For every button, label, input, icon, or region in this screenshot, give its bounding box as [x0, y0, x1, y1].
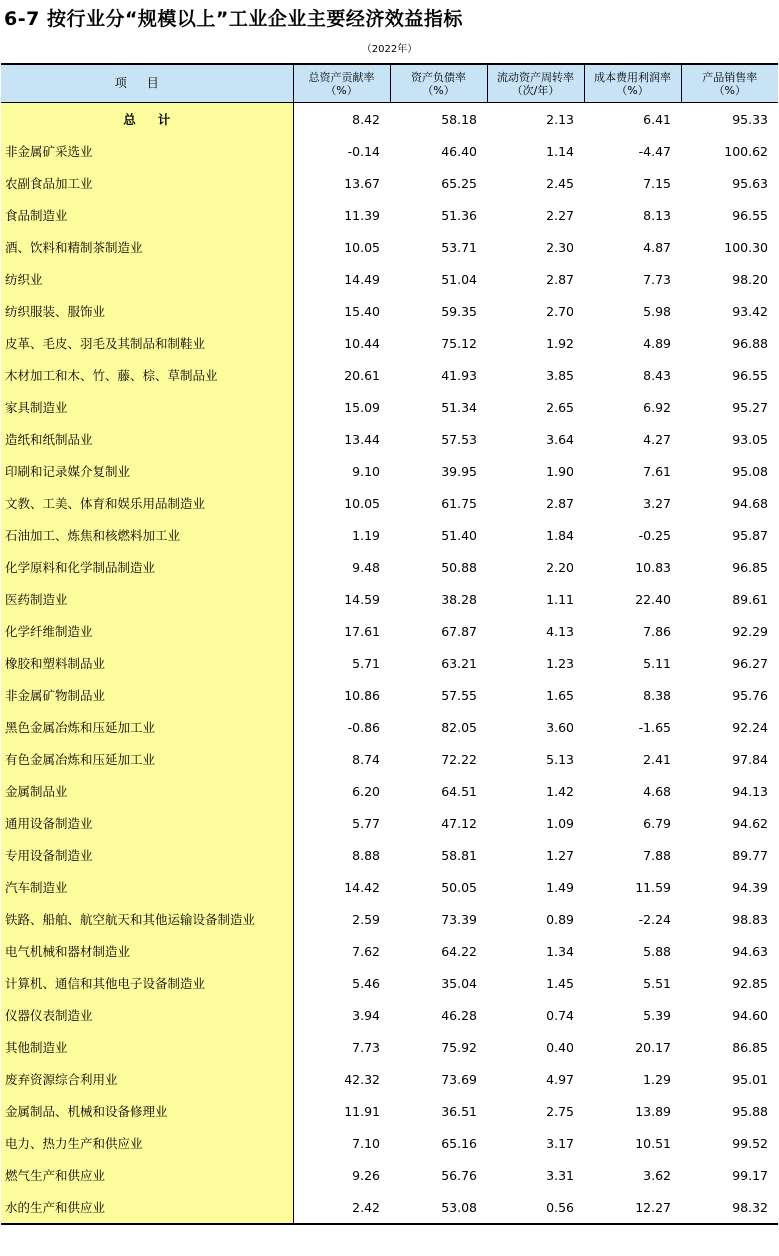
row-value-cell: 8.74 — [352, 751, 380, 767]
row-value-cell: 39.95 — [441, 463, 477, 479]
row-value-cell: 51.04 — [441, 271, 477, 287]
column-label: 成本费用利润率 — [594, 70, 671, 84]
table-row — [1, 935, 778, 967]
row-value-cell: 8.13 — [643, 207, 671, 223]
row-value-cell: 73.39 — [441, 911, 477, 927]
row-value-cell: 8.38 — [643, 687, 671, 703]
row-value-cell: 5.51 — [643, 975, 671, 991]
row-value-cell: 57.55 — [441, 687, 477, 703]
column-label: 项目 — [114, 76, 179, 90]
row-value-cell: 50.05 — [441, 879, 477, 895]
row-industry-name: 水的生产和供应业 — [1, 1191, 293, 1224]
row-value-cell: 0.56 — [487, 1191, 584, 1224]
row-value-cell: 53.71 — [441, 239, 477, 255]
row-value-cell: 10.51 — [635, 1135, 671, 1151]
row-industry-name: 计算机、通信和其他电子设备制造业 — [1, 967, 293, 999]
row-value-cell: 2.20 — [546, 559, 574, 575]
table-row — [1, 167, 778, 199]
row-value-cell: 1.14 — [546, 143, 574, 159]
row-industry-name: 酒、饮料和精制茶制造业 — [1, 231, 293, 263]
row-value-cell: 61.75 — [441, 495, 477, 511]
row-value-cell: 1.23 — [546, 655, 574, 671]
row-value-cell: 1.92 — [546, 335, 574, 351]
row-value-cell: 15.40 — [344, 303, 380, 319]
row-value-cell: 96.55 — [732, 207, 768, 223]
row-value-cell: 3.62 — [643, 1167, 671, 1183]
row-value-cell: 4.97 — [546, 1071, 574, 1087]
row-value-cell: 97.84 — [732, 751, 768, 767]
row-value-cell: 8.43 — [643, 367, 671, 383]
row-value-cell: 5.39 — [643, 1007, 671, 1023]
row-value-cell: 94.13 — [732, 783, 768, 799]
row-value-cell: 1.19 — [352, 527, 380, 543]
table-row — [1, 487, 778, 519]
row-value-cell: 5.77 — [352, 815, 380, 831]
row-industry-name: 化学原料和化学制品制造业 — [1, 551, 293, 583]
row-industry-name: 燃气生产和供应业 — [1, 1159, 293, 1191]
table-row — [1, 583, 778, 615]
row-value-cell: 9.10 — [352, 463, 380, 479]
row-value-cell: 5.11 — [643, 655, 671, 671]
row-value-cell: 8.88 — [352, 847, 380, 863]
row-industry-name: 造纸和纸制品业 — [1, 423, 293, 455]
row-value-cell: 73.69 — [441, 1071, 477, 1087]
table-row — [1, 519, 778, 551]
row-value-cell: 58.81 — [441, 847, 477, 863]
row-value-cell: 2.59 — [352, 911, 380, 927]
row-value-cell: 42.32 — [344, 1071, 380, 1087]
row-industry-name: 印刷和记录媒介复制业 — [1, 455, 293, 487]
row-value-cell: 4.68 — [643, 783, 671, 799]
row-value-cell: 6.92 — [643, 399, 671, 415]
row-value-cell: 14.42 — [344, 879, 380, 895]
row-value-cell: 2.75 — [546, 1103, 574, 1119]
row-industry-name: 皮革、毛皮、羽毛及其制品和制鞋业 — [1, 327, 293, 359]
column-header-sales-ratio — [681, 64, 778, 103]
row-industry-name: 黑色金属冶炼和压延加工业 — [1, 711, 293, 743]
row-value-cell: 63.21 — [441, 655, 477, 671]
row-value-cell: 65.16 — [441, 1135, 477, 1151]
row-value-cell: 89.77 — [732, 847, 768, 863]
table-row — [1, 1095, 778, 1127]
row-value-cell: 3.31 — [546, 1167, 574, 1183]
row-value-cell: 51.34 — [441, 399, 477, 415]
row-value-cell: 10.86 — [344, 687, 380, 703]
row-value-cell: 65.25 — [441, 175, 477, 191]
row-value-cell: 4.13 — [546, 623, 574, 639]
row-industry-name: 仪器仪表制造业 — [1, 999, 293, 1031]
row-value-cell: 51.36 — [441, 207, 477, 223]
table-row — [1, 743, 778, 775]
table-row — [1, 1031, 778, 1063]
row-industry-name: 电气机械和器材制造业 — [1, 935, 293, 967]
row-value-cell: 98.20 — [732, 271, 768, 287]
row-value-cell: 7.62 — [352, 943, 380, 959]
row-value-cell: 93.42 — [732, 303, 768, 319]
row-industry-name: 非金属矿采选业 — [1, 135, 293, 167]
row-value-cell: 95.01 — [732, 1071, 768, 1087]
row-industry-name: 化学纤维制造业 — [1, 615, 293, 647]
row-value-cell: 0.74 — [546, 1007, 574, 1023]
row-value-cell: 53.08 — [390, 1191, 487, 1224]
table-row — [1, 647, 778, 679]
row-value-cell: 11.91 — [344, 1103, 380, 1119]
column-unit: （%） — [616, 83, 649, 97]
row-value-cell: 2.70 — [546, 303, 574, 319]
row-industry-name: 专用设备制造业 — [1, 839, 293, 871]
row-value-cell: 7.73 — [643, 271, 671, 287]
row-value-cell: 5.88 — [643, 943, 671, 959]
row-value-cell: 2.41 — [643, 751, 671, 767]
row-value-cell: 1.27 — [546, 847, 574, 863]
table-row — [1, 1063, 778, 1095]
table-row — [1, 295, 778, 327]
row-value-cell: 38.28 — [441, 591, 477, 607]
table-row — [1, 423, 778, 455]
row-value-cell: 96.55 — [732, 367, 768, 383]
table-row — [1, 199, 778, 231]
row-industry-name: 石油加工、炼焦和核燃料加工业 — [1, 519, 293, 551]
row-value-cell: 10.05 — [344, 495, 380, 511]
indicator-table — [1, 63, 778, 1225]
row-value-cell: 3.27 — [643, 495, 671, 511]
row-value-cell: 10.83 — [635, 559, 671, 575]
row-value-cell: 11.59 — [635, 879, 671, 895]
row-value-cell: 57.53 — [441, 431, 477, 447]
row-value-cell: 1.29 — [643, 1071, 671, 1087]
row-value-cell: -0.25 — [638, 527, 671, 543]
row-industry-name: 食品制造业 — [1, 199, 293, 231]
row-value-cell: 99.52 — [732, 1135, 768, 1151]
table-row — [1, 871, 778, 903]
row-industry-name: 文教、工美、体育和娱乐用品制造业 — [1, 487, 293, 519]
row-value-cell: 9.48 — [352, 559, 380, 575]
table-row — [1, 1159, 778, 1191]
row-value-cell: 7.73 — [352, 1039, 380, 1055]
row-value-cell: 4.87 — [643, 239, 671, 255]
column-label: 流动资产周转率 — [497, 70, 574, 84]
row-industry-name: 总计 — [1, 103, 293, 136]
row-value-cell: 2.30 — [546, 239, 574, 255]
table-row — [1, 711, 778, 743]
row-value-cell: 35.04 — [441, 975, 477, 991]
table-row — [1, 679, 778, 711]
row-value-cell: 51.40 — [441, 527, 477, 543]
row-value-cell: 89.61 — [732, 591, 768, 607]
row-value-cell: 94.62 — [732, 815, 768, 831]
table-row — [1, 1127, 778, 1159]
column-label: 资产负债率 — [411, 70, 466, 84]
page-subtitle: （2022年） — [361, 44, 418, 55]
row-value-cell: 5.98 — [643, 303, 671, 319]
row-value-cell: 47.12 — [441, 815, 477, 831]
column-unit: （%） — [422, 83, 455, 97]
column-label: 产品销售率 — [702, 70, 758, 84]
row-value-cell: 64.51 — [441, 783, 477, 799]
row-value-cell: 1.84 — [546, 527, 574, 543]
row-value-cell: 82.05 — [441, 719, 477, 735]
table-row — [1, 775, 778, 807]
row-value-cell: 10.05 — [344, 239, 380, 255]
column-header-current-asset-turnover — [487, 64, 584, 103]
page-title: 6-7 按行业分“规模以上”工业企业主要经济效益指标 — [4, 8, 463, 30]
row-value-cell: 13.67 — [344, 175, 380, 191]
table-row — [1, 615, 778, 647]
table-row — [1, 999, 778, 1031]
row-value-cell: -0.86 — [347, 719, 380, 735]
row-value-cell: 92.29 — [732, 623, 768, 639]
row-value-cell: 22.40 — [635, 591, 671, 607]
row-value-cell: 14.59 — [344, 591, 380, 607]
row-value-cell: 6.79 — [643, 815, 671, 831]
row-value-cell: 36.51 — [441, 1103, 477, 1119]
row-value-cell: 93.05 — [732, 431, 768, 447]
row-value-cell: 7.86 — [643, 623, 671, 639]
table-row — [1, 231, 778, 263]
row-value-cell: 20.17 — [635, 1039, 671, 1055]
row-value-cell: 7.10 — [352, 1135, 380, 1151]
row-value-cell: 99.17 — [732, 1167, 768, 1183]
row-value-cell: 67.87 — [441, 623, 477, 639]
row-value-cell: 86.85 — [732, 1039, 768, 1055]
row-value-cell: 96.85 — [732, 559, 768, 575]
row-value-cell: 12.27 — [584, 1191, 681, 1224]
row-industry-name: 木材加工和木、竹、藤、棕、草制品业 — [1, 359, 293, 391]
row-value-cell: -4.47 — [638, 143, 671, 159]
row-value-cell: 14.49 — [344, 271, 380, 287]
row-value-cell: 96.88 — [732, 335, 768, 351]
row-value-cell: 75.12 — [441, 335, 477, 351]
row-value-cell: 2.87 — [546, 271, 574, 287]
row-value-cell: 1.11 — [546, 591, 574, 607]
column-header-cost-profit-ratio — [584, 64, 681, 103]
row-value-cell: 3.17 — [546, 1135, 574, 1151]
row-value-cell: 95.63 — [732, 175, 768, 191]
table-row-total — [1, 103, 778, 136]
table-row — [1, 263, 778, 295]
row-industry-name: 纺织业 — [1, 263, 293, 295]
row-value-cell: 2.27 — [546, 207, 574, 223]
row-value-cell: 7.61 — [643, 463, 671, 479]
column-header-item — [1, 64, 293, 103]
row-value-cell: 1.09 — [546, 815, 574, 831]
row-value-cell: 1.34 — [546, 943, 574, 959]
row-value-cell: 95.87 — [732, 527, 768, 543]
row-value-cell: 6.41 — [643, 111, 671, 127]
row-value-cell: 94.68 — [732, 495, 768, 511]
row-value-cell: 1.90 — [546, 463, 574, 479]
row-value-cell: 3.60 — [546, 719, 574, 735]
column-unit: （%） — [713, 83, 746, 97]
row-industry-name: 纺织服装、服饰业 — [1, 295, 293, 327]
table-row — [1, 359, 778, 391]
row-value-cell: 5.71 — [352, 655, 380, 671]
column-header-debt-ratio — [390, 64, 487, 103]
row-value-cell: 41.93 — [441, 367, 477, 383]
column-label: 总资产贡献率 — [308, 70, 375, 84]
row-value-cell: 2.42 — [293, 1191, 390, 1224]
row-value-cell: 13.44 — [344, 431, 380, 447]
row-value-cell: 15.09 — [344, 399, 380, 415]
row-value-cell: 46.28 — [441, 1007, 477, 1023]
row-industry-name: 非金属矿物制品业 — [1, 679, 293, 711]
row-value-cell: 1.49 — [546, 879, 574, 895]
row-industry-name: 橡胶和塑料制品业 — [1, 647, 293, 679]
row-value-cell: 3.94 — [352, 1007, 380, 1023]
row-value-cell: 2.87 — [546, 495, 574, 511]
row-value-cell: 20.61 — [344, 367, 380, 383]
row-value-cell: 5.46 — [352, 975, 380, 991]
row-value-cell: -2.24 — [638, 911, 671, 927]
table-row — [1, 135, 778, 167]
row-industry-name: 金属制品、机械和设备修理业 — [1, 1095, 293, 1127]
column-unit: （%） — [325, 83, 358, 97]
row-value-cell: 7.88 — [643, 847, 671, 863]
row-value-cell: 9.26 — [352, 1167, 380, 1183]
row-value-cell: 17.61 — [344, 623, 380, 639]
table-row — [1, 967, 778, 999]
row-industry-name: 电力、热力生产和供应业 — [1, 1127, 293, 1159]
row-value-cell: 94.39 — [732, 879, 768, 895]
column-header-total-asset-contribution — [293, 64, 390, 103]
row-value-cell: 0.89 — [546, 911, 574, 927]
row-value-cell: 2.45 — [546, 175, 574, 191]
row-value-cell: -1.65 — [638, 719, 671, 735]
row-industry-name: 通用设备制造业 — [1, 807, 293, 839]
row-industry-name: 有色金属冶炼和压延加工业 — [1, 743, 293, 775]
row-value-cell: 1.42 — [546, 783, 574, 799]
row-value-cell: 72.22 — [441, 751, 477, 767]
row-value-cell: 4.89 — [643, 335, 671, 351]
row-value-cell: 64.22 — [441, 943, 477, 959]
row-value-cell: 95.88 — [732, 1103, 768, 1119]
row-value-cell: 100.62 — [724, 143, 768, 159]
row-value-cell: 96.27 — [732, 655, 768, 671]
row-value-cell: 94.60 — [732, 1007, 768, 1023]
row-value-cell: 50.88 — [441, 559, 477, 575]
row-value-cell: 58.18 — [441, 111, 477, 127]
row-value-cell: 94.63 — [732, 943, 768, 959]
table-row — [1, 455, 778, 487]
row-value-cell: 98.83 — [732, 911, 768, 927]
row-value-cell: 92.85 — [732, 975, 768, 991]
row-value-cell: 95.08 — [732, 463, 768, 479]
row-value-cell: 8.42 — [352, 111, 380, 127]
row-value-cell: 1.45 — [546, 975, 574, 991]
table-row — [1, 327, 778, 359]
table-row — [1, 1191, 778, 1224]
row-value-cell: 10.44 — [344, 335, 380, 351]
row-industry-name: 其他制造业 — [1, 1031, 293, 1063]
row-value-cell: 56.76 — [441, 1167, 477, 1183]
table-row — [1, 391, 778, 423]
row-industry-name: 农副食品加工业 — [1, 167, 293, 199]
table-body — [1, 103, 778, 1225]
row-value-cell: 1.65 — [546, 687, 574, 703]
row-value-cell: 95.76 — [732, 687, 768, 703]
row-value-cell: 95.27 — [732, 399, 768, 415]
table-row — [1, 551, 778, 583]
table-header-row — [1, 64, 778, 103]
table-row — [1, 807, 778, 839]
row-value-cell: 4.27 — [643, 431, 671, 447]
row-value-cell: -0.14 — [347, 143, 380, 159]
row-value-cell: 2.65 — [546, 399, 574, 415]
row-value-cell: 3.64 — [546, 431, 574, 447]
row-value-cell: 2.13 — [546, 111, 574, 127]
row-industry-name: 家具制造业 — [1, 391, 293, 423]
row-industry-name: 医药制造业 — [1, 583, 293, 615]
row-value-cell: 7.15 — [643, 175, 671, 191]
table-row — [1, 839, 778, 871]
row-value-cell: 13.89 — [635, 1103, 671, 1119]
row-industry-name: 铁路、船舶、航空航天和其他运输设备制造业 — [1, 903, 293, 935]
row-industry-name: 废弃资源综合利用业 — [1, 1063, 293, 1095]
table-row — [1, 903, 778, 935]
row-value-cell: 46.40 — [441, 143, 477, 159]
row-value-cell: 59.35 — [441, 303, 477, 319]
row-value-cell: 11.39 — [344, 207, 380, 223]
row-value-cell: 5.13 — [546, 751, 574, 767]
row-value-cell: 3.85 — [546, 367, 574, 383]
row-value-cell: 100.30 — [724, 239, 768, 255]
row-value-cell: 92.24 — [732, 719, 768, 735]
row-value-cell: 6.20 — [352, 783, 380, 799]
row-industry-name: 金属制品业 — [1, 775, 293, 807]
row-value-cell: 95.33 — [732, 111, 768, 127]
row-industry-name: 汽车制造业 — [1, 871, 293, 903]
row-value-cell: 75.92 — [441, 1039, 477, 1055]
row-value-cell: 98.32 — [681, 1191, 778, 1224]
column-unit: （次/年） — [511, 83, 560, 97]
row-value-cell: 0.40 — [546, 1039, 574, 1055]
